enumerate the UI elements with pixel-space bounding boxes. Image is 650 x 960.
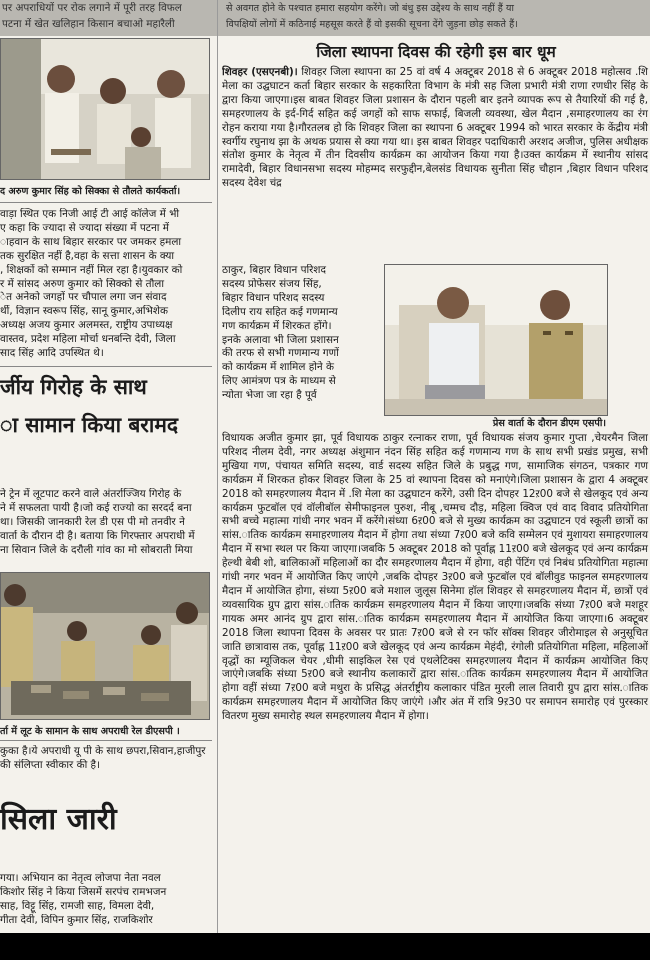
top-left-line-1: पर अपराधियों पर रोक लगाने में पूरी तरह विफल xyxy=(2,2,182,14)
beside-photo-line: लिए आमंत्रण पत्र के माध्यम से xyxy=(222,375,336,388)
left-para2-line: वार्ता के दौरान दी है। बताया कि गिरफ्तार अपराधी में xyxy=(0,529,195,542)
left-divider-1 xyxy=(0,202,212,203)
left-para3-line: कुका है।ये अपराधी यू पी के साथ छपरा,सिवान,हाजीपुर xyxy=(0,745,206,757)
beside-photo-line: बिहार विधान परिशद सदस्य xyxy=(222,291,325,304)
photo-press-meet xyxy=(384,264,608,416)
photo-recovered-goods xyxy=(0,572,210,720)
left-para1-line: वाड़ा स्थित एक निजी आई टी आई कॉलेज में भी xyxy=(0,208,180,220)
left-headline-3: सिला जारी xyxy=(0,802,117,837)
left-paragraph-4 xyxy=(0,872,213,928)
right-column xyxy=(222,0,650,933)
beside-photo-line: ठाकुर, बिहार विधान परिशद xyxy=(222,264,326,276)
left-para2-line: था। जिसकी जानकारी रेल डी एस पी मो तनवीर ने xyxy=(0,515,185,528)
beside-photo-line: सदस्य प्रोफेसर संजय सिंह, xyxy=(222,277,322,290)
left-headline-2-line-1: र्जीय गिरोह के साथ xyxy=(0,375,147,399)
column-divider xyxy=(217,0,218,933)
left-para4-line: गया। अभियान का नेतृत्व लोजपा नेता नवल xyxy=(0,872,161,884)
left-para2-line: ना सिवान जिले के दरौली गांव का मो सोबराती मिया xyxy=(0,543,193,556)
article-headline: जिला स्थापना दिवस की रहेगी इस बार धूम xyxy=(316,43,556,61)
photo-coin-weighing xyxy=(0,38,210,180)
left-para2-line: ने ट्रेन में लूटपाट करने वाले अंतर्राज्जिय गिरोह के xyxy=(0,488,182,500)
left-para3-line: की संलिप्ता स्वीकार की है। xyxy=(0,758,101,771)
article-paragraph-top-text: शिवहर जिला स्थापना का 25 वां वर्ष 4 अक्टूबर 2018 से 6 अक्टूबर 2018 महोत्सव .शि मेला का उद्घघाटन कर्ता बिहार सरकार के सहकारिता विभाग के मंत्री सह जिला प्रभारी मंत्री राणा रणधीर सिंह के द्वारा किया जाएगा।इस बाबत शिवहर जिला प्रशासन के दौरान पहली बार इतने व्यापक रूप से तैयारियों की गई है, समहरणालय के इर्द-गिर्द सहित कई जगहों को साफ सफाई, बिजली व्यवस्था, खेल मैदान ,समाहरणालय का रंग रोहन कराया गया है।गौरतलब हो कि शिवहर जिला का स्थापना 6 अक्टूबर 1994 को भारत सरकार के केंद्रीय मंत्री स्वर्गीय रघुनाथ झा के अथक प्रयास से क्या गया था। इस बाबत शिवहर पदाधिकारी अरशद अजीज, पुलिस अधीक्षक संतोश कुमार के नेतृत्व में तीन दिवसीय कार्यक्रम का आयोजन किया गया है।उक्त कार्यक्रम में स्थानीय सांसद रामादेवी, बिहार विधानसभा सदस्य मोहम्मद सरफुद्दीन,बेलसंड विधायक सुनीता सिंह चौहान ,बिहार विधान परिशद सदस्य देवेश चंद्र xyxy=(222,66,649,190)
left-para1-line: तक सुरक्षित नहीं है,वहा के सत्ता शासन के क्या xyxy=(0,249,175,262)
beside-photo-line: न्योता भेजा जा रहा है पूर्व xyxy=(222,389,317,402)
left-divider-2 xyxy=(0,366,212,367)
left-para1-line: र में सांसद अरुण कुमार को सिक्को से तौला xyxy=(0,277,165,290)
left-para1-line: साद सिंह आदि उपस्थित थे। xyxy=(0,347,104,360)
left-para1-line: ेत अनेको जगहों पर चौपाल लगा जन संवाद xyxy=(0,291,167,304)
photo-recovered-goods-image xyxy=(1,573,209,719)
left-para4-line: किशोर सिंह ने किया जिसमें सरपंच रामभजन xyxy=(0,885,167,898)
photo-press-meet-caption: प्रेस वार्ता के दौरान डीएम एसपी। xyxy=(492,418,606,429)
top-left-line-2: पटना में खेत खलिहान किसान बचाओ महारैली xyxy=(2,18,175,30)
left-para1-line: , शिक्षकों को सम्मान नहीं मिल रहा है।युवकार को xyxy=(0,263,183,276)
left-headline-2-line-2: ा सामान किया बरामद xyxy=(0,413,179,437)
beside-photo-line: को कार्यक्रम में शामिल होने के xyxy=(222,361,334,374)
left-paragraph-3 xyxy=(0,745,213,773)
left-para1-line: र्थी, विज्ञान स्वरूप सिंह, सानू कुमार,अभिशेक xyxy=(0,305,168,318)
beside-photo-line: गण कार्यक्रम में शिरकत होंगे। xyxy=(222,319,332,332)
left-para2-line: ने में सफलता पायी है।जो कई राज्यो का सरदर्द बना xyxy=(0,501,192,514)
left-paragraph-1 xyxy=(0,208,213,361)
top-right-line-1: से अवगत होने के पश्चात हमारा सहयोग करेंगे। जो बंधु इस उद्देश्य के साथ नहीं हैं या xyxy=(226,3,514,14)
beside-photo-line: इनके अलावा भी जिला प्रशासन xyxy=(222,333,339,346)
article-paragraph-beside-photo xyxy=(222,264,382,403)
left-para4-line: साह, विट्टू सिंह, रामजी साह, विमला देवी, xyxy=(0,899,155,912)
photo-coin-weighing-caption: द अरुण कुमार सिंह को सिक्का से तौलते कार्यकर्ता। xyxy=(0,186,181,197)
photo-recovered-goods-caption: र्ता में लूट के सामान के साथ अपराधी रेल डीएसपी । xyxy=(0,726,180,737)
photo-coin-weighing-image xyxy=(1,39,209,179)
beside-photo-line: दिलीप राय सहित कई गणमान्य xyxy=(222,305,338,318)
left-paragraph-2 xyxy=(0,488,213,558)
left-para1-line: वास्तव, प्रदेश महिला मोर्चा धनबन्ति देवी, जिला xyxy=(0,333,176,346)
left-divider-3 xyxy=(0,740,212,741)
left-column xyxy=(0,0,213,933)
photo-press-meet-image xyxy=(385,265,607,415)
left-para1-line: अध्यक्ष अजय कुमार अलमस्त, राष्ट्रीय उपाध्यक्ष xyxy=(0,319,173,332)
left-para1-line: ाहवान के साथ बिहार सरकार पर जमकर हमला xyxy=(0,235,182,248)
beside-photo-line: की तरफ से सभी गणमान्य गणों xyxy=(222,347,339,360)
article-paragraph-bottom: विधायक अजीत कुमार झा, पूर्व विधायक ठाकुर रत्नाकर राणा, पूर्व विधायक संजय कुमार गुप्ता ,चेयरमैन जिला परिशद नीलम देवी, नगर अध्यक्ष अंशुमान नंदन सिंह सहित कई गणमान्य गण के साथ सभी प्रखंड प्रमुख, सभी मुखिया गण, पंचायत समिति सदस्य, वार्ड सदस्य सहित जिले के प्रबुद्ध गण, सामाजिक संगठन, पत्रकार गण कार्यक्रम में शिरकत होकर शिवहर जिला के 25 वां स्थापना दिवस को मनाएंगे।जिला प्रशासन के द्वारा 4 अक्टूबर 2018 को समहरणालय मैदान में .शि मेला का उद्घघाटन करेंगे, उसी दिन दोपहर 12ऱ00 बजे से खेलकूद एवं अन्य कार्यक्रम फुटबॉल एवं वॉलीबॉल सेमीफाइनल पुरुश, नीबू ,चम्मच दौड़, महिला क्विज एवं वाद विवाद प्रतियोगिता सभी बच्चे महात्मा गांधी नगर भवन में करेंगे।संध्या 6ऱ00 बजे से मुख्य कार्यक्रम का उद्घघाटन एवं स्कूली छात्रों का सांस.ातिक कार्यक्रम समाहरणालय मैदान में होगा तथा संध्या 7ऱ00 बजे कवि सम्मेलन एवं मुशायरा समाहरणालय मैदान में सभा स्थल पर किया जाएगा।जबकि 5 अक्टूबर 2018 को पूर्वाह्न 11ऱ00 बजे खेलकूद एवं अन्य कार्यक्रम हेल्थी बेबी शो, बालिकाओं महिलाओं का दौर समहरणालय मैदान में होगा, वही पेंटिंग एवं निबंध प्रतियोगिता महात्मा गांधी नगर भवन में आयोजित किए जाएंगे ,जबकि दोपहर 3ऱ00 बजे फुटबॉल एवं बॉलीवुड फाइनल समहरणालय मैदान में आयोजित होगा, संध्या 5ऱ00 बजे मशाल जुलूस सिनेमा हॉल शिवहर से समहरणालय मैदान में, छात्रों एवं व्यवसायिक ग्रुप द्वारा सांस.ातिक कार्यक्रम समहरणालय मैदान में किया जाएगा।जबकि संध्या 7ऱ00 बजे मशहूर गायक अमर आनंद ग्रुप द्वारा सांस.ातिक कार्यक्रम समहरणालय मैदान में आयोजित किया जाएगा।6 अक्टूबर 2018 जिला स्थापना दिवस के अवसर पर प्रातः 7ऱ00 बजे से रन फॉर सॉक्स शिवहर जीरोमाइल से अनुसूचित जाति छात्रावास तक, पूर्वाह्न 11ऱ00 बजे खेलकूद एवं अन्य कार्यक्रम मेहंदी, रंगोली प्रतियोगिता महिला, महिलाओं वृद्धों का म्यूजिकल चेयर ,धीमी साइकिल रेस एवं एथलेटिक्स समहरणालय मैदान में कार्यक्रम आयोजित किए जाएंगे।जबकि संध्या 5ऱ00 बजे स्थानीय कलाकारों द्वारा सांस.ातिक कार्यक्रम समहरणालय मैदान में आयोजित होगा वहीं संध्या 7ऱ00 बजे मथुरा के प्रसिद्ध अंतर्राष्ट्रीय कलाकार पंडित मुरली लाल तिवारी ग्रुप द्वारा सांस.ातिक कार्यक्रम समहरणालय मैदान में आयोजित किए जाएंगे ।और अंत में रात्रि 9ऱ30 पर समापन समारोह एवं पुरस्कार वितरण मुख्य समारोह स्थल समहरणालय मैदान में होगा। xyxy=(222,432,648,723)
article-paragraph-top xyxy=(222,66,648,191)
left-para1-line: ए कहा कि ज्यादा से ज्यादा संख्या में पटना में xyxy=(0,221,169,234)
left-para4-line: गीता देवी, विपिन कुमार सिंह, राजकिशोर xyxy=(0,913,153,926)
article-dateline: शिवहर (एसएनबी)। xyxy=(222,66,298,78)
top-right-line-2: विपक्षियों लोगों में कठिनाई महसूस करते हैं वो इसकी सूचना देंगे जुड़ना छोड़ सकते हैं। xyxy=(226,19,518,30)
